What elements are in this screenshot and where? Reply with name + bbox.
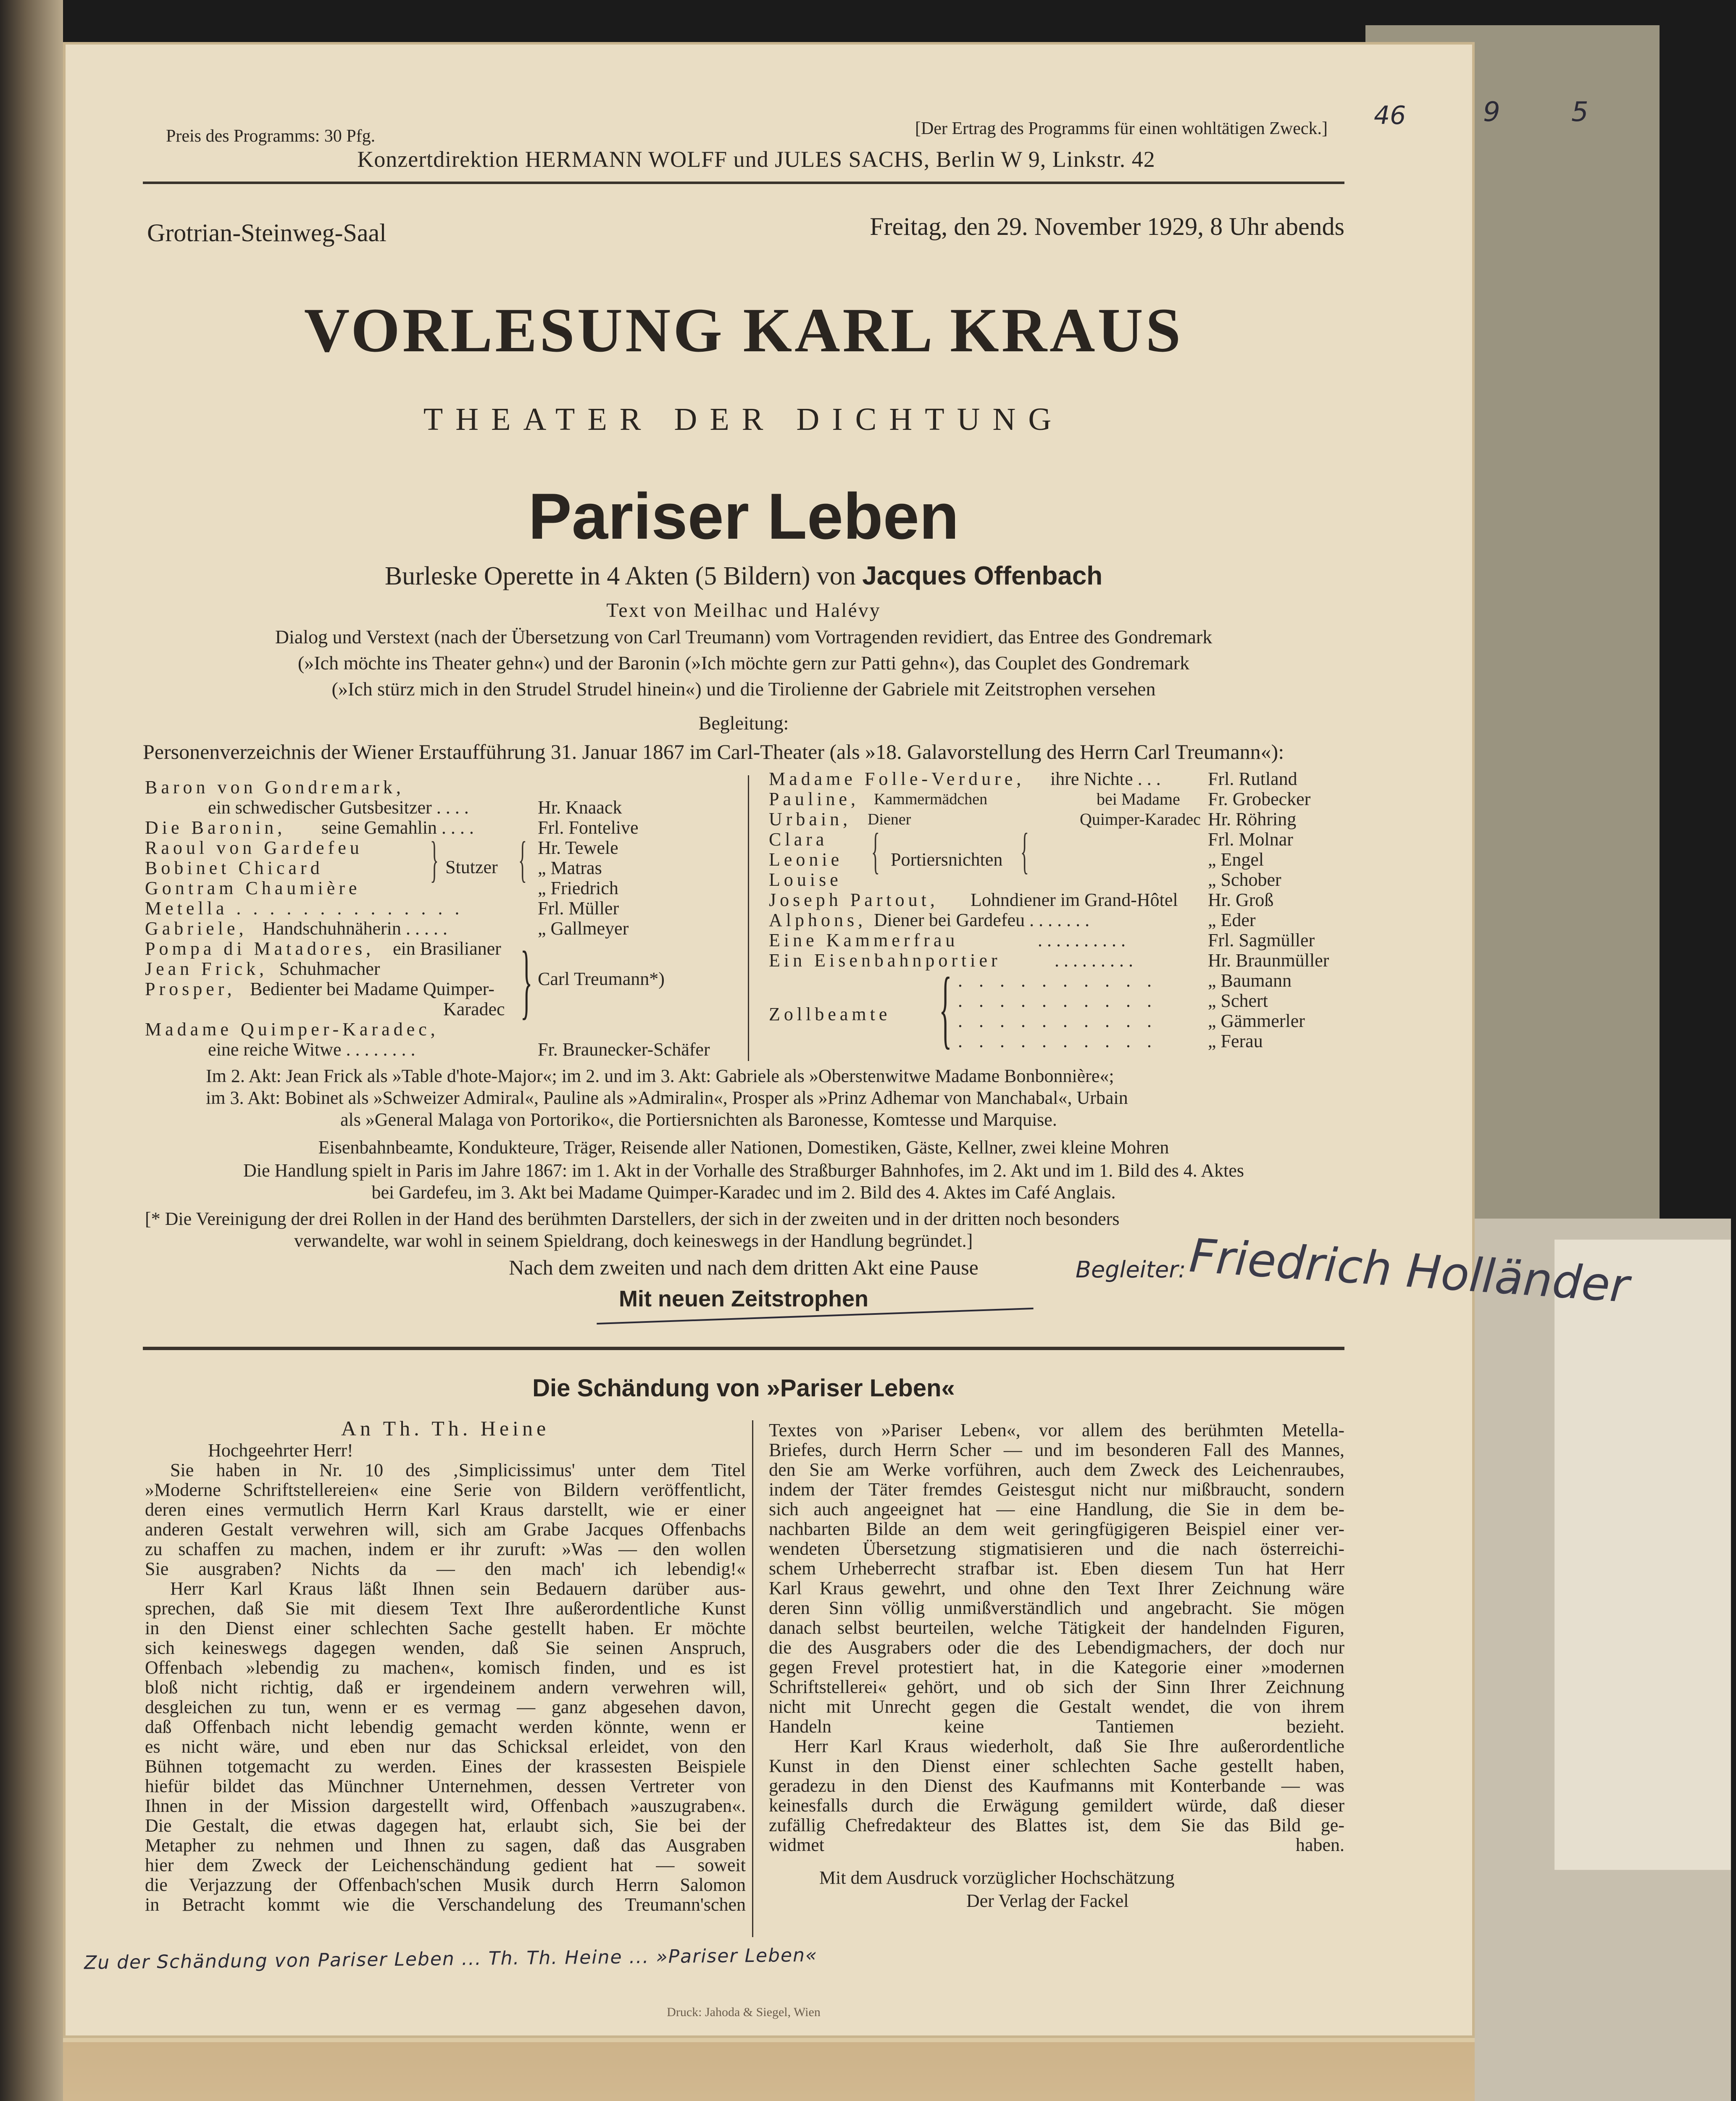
dialog-note-1: Dialog und Verstext (nach der Übersetzung von Carl Treumann) vom Vortragenden revidiert, das Entree des Gondremark bbox=[275, 626, 1213, 648]
price-note: Preis des Programms: 30 Pfg. bbox=[166, 126, 376, 146]
role-gondremark-desc: ein schwedischer Gutsbesitzer . . . . bbox=[208, 797, 469, 818]
role-quimper-desc: eine reiche Witwe . . . . . . . . bbox=[208, 1039, 416, 1060]
accompaniment-label: Begleitung: bbox=[698, 712, 789, 734]
margin-number-9: 9 bbox=[1483, 97, 1500, 128]
role-folle-verdure: Madame Folle-Verdure, bbox=[769, 769, 1025, 789]
article-line: in Betracht kommt wie die Verschandelung des Treumann'schen bbox=[145, 1894, 746, 1915]
article-line: danach selbst beurteilen, welche Tätigkeit der handelnden Figuren, bbox=[769, 1617, 1344, 1638]
role-partout: Joseph Partout, bbox=[769, 890, 939, 910]
article-addressee: An Th. Th. Heine bbox=[341, 1416, 550, 1440]
article-line: anderen Gestalt verwehren will, sich am Grabe Jacques Offenbachs bbox=[145, 1519, 746, 1540]
article-line: Bühnen totgemacht zu werden. Eines der krassesten Beispiele bbox=[145, 1756, 746, 1777]
strophes-note: Mit neuen Zeitstrophen bbox=[619, 1286, 868, 1311]
role-prosper-desc: Bedienter bei Madame Quimper- bbox=[250, 979, 494, 999]
printer-imprint: Druck: Jahoda & Siegel, Wien bbox=[667, 2005, 821, 2019]
zoll-dots: . . . . . . . . . . . . . . . . . . . . . . . . . . . . . . . . . . . . . . . . bbox=[958, 970, 1157, 1051]
role-folle-verdure-desc: ihre Nichte . . . bbox=[1050, 769, 1161, 789]
article-salutation: Hochgeehrter Herr! bbox=[208, 1440, 353, 1461]
article-line: sich keineswegs dagegen wenden, daß Sie seinen Anspruch, bbox=[145, 1638, 746, 1658]
actor-baumann: „ Baumann bbox=[1208, 970, 1292, 991]
article-line: geradezu in den Dienst des Kaufmanns mit Konterbande — was bbox=[769, 1775, 1344, 1796]
actor-schober: „ Schober bbox=[1208, 869, 1281, 890]
role-portier: Ein Eisenbahnportier bbox=[769, 950, 1001, 971]
article-line: Textes von »Pariser Leben«, vor allem des berühmten Metella- bbox=[769, 1420, 1344, 1440]
article-line: es nicht wäre, und eben nur das Schicksal erleidet, von den bbox=[145, 1736, 746, 1757]
actor-fontelive: Frl. Fontelive bbox=[538, 817, 639, 838]
setting-note-1: Die Handlung spielt in Paris im Jahre 1867: im 1. Akt in der Vorhalle des Straßburger Bahnhofes, im 2. Akt und im 1. Bild des 4. Aktes bbox=[243, 1160, 1244, 1181]
section-rule bbox=[143, 1347, 1344, 1350]
article-line: zu schaffen zu machen, indem er ihr zuruft: »Was — den wollen bbox=[145, 1539, 746, 1559]
article-line: Herr Karl Kraus läßt Ihnen sein Bedauern darüber aus- bbox=[170, 1578, 746, 1599]
handwritten-prefix: Begleiter: bbox=[1076, 1256, 1186, 1283]
libretto-credit: Text von Meilhac und Halévy bbox=[606, 599, 881, 621]
article-right-column bbox=[769, 1420, 1344, 1855]
group-zollbeamte: Zollbeamte bbox=[769, 1004, 891, 1024]
article-line: nicht mit Unrecht gegen die Gestalt wendet, die von ihrem bbox=[769, 1696, 1344, 1717]
article-line: Kunst in den Dienst einer schlechten Sache gestellt haben, bbox=[769, 1756, 1344, 1776]
brace-treumann: } bbox=[520, 935, 533, 1027]
article-line: deren eines vermutlich Herrn Karl Kraus darstellt, wie er einer bbox=[145, 1499, 746, 1520]
article-line: »Moderne Schriftstellereien« eine Serie von Bildern veröffentlicht, bbox=[145, 1480, 746, 1500]
role-prosper: Prosper, bbox=[145, 979, 236, 999]
role-kammerfrau: Eine Kammerfrau bbox=[769, 930, 959, 950]
role-frick-desc: Schuhmacher bbox=[279, 958, 380, 979]
group-bei-madame: bei Madame bbox=[1097, 790, 1180, 808]
role-pompa: Pompa di Matadores, bbox=[145, 938, 375, 959]
composer: Jacques Offenbach bbox=[862, 561, 1103, 590]
article-line: deren Sinn völlig unmißverständlich und angebracht. Sie mögen bbox=[769, 1598, 1344, 1618]
article-closing: Mit dem Ausdruck vorzüglicher Hochschätzung bbox=[819, 1867, 1175, 1888]
actor-eder: „ Eder bbox=[1208, 910, 1256, 930]
actor-roehring: Hr. Röhring bbox=[1208, 809, 1297, 829]
acts-note-3: als »General Malaga von Portoriko«, die Portiersnichten als Baronesse, Komtesse und Marquise. bbox=[340, 1109, 1057, 1130]
role-louise: Louise bbox=[769, 869, 842, 890]
column-divider bbox=[752, 1420, 753, 1937]
role-gabriele: Gabriele, bbox=[145, 918, 247, 939]
handwritten-bottom-note: Zu der Schändung von Pariser Leben ... Th. Th. Heine ... »Pariser Leben« bbox=[84, 1944, 818, 1974]
header-rule bbox=[143, 182, 1344, 184]
article-line: den Sie am Werke vorführen, auch dem Zweck des Leichenraubes, bbox=[769, 1459, 1344, 1480]
actor-ferau: „ Ferau bbox=[1208, 1031, 1263, 1051]
brace-stutzer: } bbox=[430, 831, 439, 887]
brace-stutzer-actors: { bbox=[518, 831, 527, 887]
role-alphons: Alphons, bbox=[769, 910, 867, 930]
role-urbain-desc: Diener bbox=[868, 811, 911, 828]
cast-intro: Personenverzeichnis der Wiener Erstaufführung 31. Januar 1867 im Carl-Theater (als »18. Galavorstellung des Herrn Carl Treumann«): bbox=[143, 740, 1284, 764]
cast-right bbox=[769, 769, 1365, 1055]
acts-note-2: im 3. Akt: Bobinet als »Schweizer Admiral«, Pauline als »Admiralin«, Prosper als »Prinz Adhemar von Manchabal«, Urbain bbox=[206, 1087, 1128, 1108]
group-stutzer: Stutzer bbox=[445, 857, 498, 877]
underlying-slip bbox=[1555, 1240, 1731, 1870]
role-partout-desc: Lohndiener im Grand-Hôtel bbox=[971, 890, 1178, 910]
article-line: keinesfalls durch die Erwägung gemildert würde, daß dieser bbox=[769, 1795, 1344, 1816]
role-bobinet: Bobinet Chicard bbox=[145, 858, 324, 878]
role-gardefeu: Raoul von Gardefeu bbox=[145, 837, 363, 858]
article-line: in den Dienst einer schlechten Sache gestellt haben. Er möchte bbox=[145, 1618, 746, 1638]
article-line: Metapher zu nehmen und Ihnen zu sagen, daß das Ausgraben bbox=[145, 1835, 746, 1856]
article-line: nachbarten Bilde an dem weit geringfügigeren Beispiel einer ver- bbox=[769, 1519, 1344, 1539]
role-kammerfrau-dots: . . . . . . . . . . bbox=[1038, 930, 1126, 950]
article-line: Karl Kraus gewehrt, und ohne den Text Ihrer Zeichnung wäre bbox=[769, 1578, 1344, 1598]
role-leonie: Leonie bbox=[769, 849, 843, 870]
binding-edge bbox=[0, 0, 63, 2101]
role-portier-dots: . . . . . . . . . bbox=[1055, 950, 1133, 971]
dialog-note-3: (»Ich stürz mich in den Strudel Strudel hinein«) und die Tirolienne der Gabriele mit Zeitstrophen versehen bbox=[331, 678, 1156, 700]
brace-portiers: { bbox=[871, 823, 880, 879]
role-gondremark: Baron von Gondremark, bbox=[145, 777, 405, 798]
article-line: hier dem Zweck der Leichenschändung gedient hat — soweit bbox=[145, 1855, 746, 1875]
backing-bottom-strip bbox=[63, 2042, 1475, 2101]
actor-braunmueller: Hr. Braunmüller bbox=[1208, 950, 1329, 971]
article-line: hiefür bildet das Münchner Unternehmen, dessen Vertreter von bbox=[145, 1776, 746, 1796]
setting-note-2: bei Gardefeu, im 3. Akt bei Madame Quimper-Karadec und im 2. Bild des 4. Aktes im Café Anglais. bbox=[371, 1182, 1116, 1203]
article-line: Sie haben in Nr. 10 des ‚Simplicissimus' unter dem Titel bbox=[170, 1460, 746, 1480]
genre-prefix: Burleske Operette in 4 Akten (5 Bildern) von bbox=[384, 562, 856, 590]
dialog-note-2: (»Ich möchte ins Theater gehn«) und der Baronin (»Ich möchte gern zur Patti gehn«), das Couplet des Gondremark bbox=[297, 652, 1190, 674]
actor-matras: „ Matras bbox=[538, 858, 602, 878]
article-line: Ihnen in der Mission dargestellt wird, Offenbach »auszugraben«. bbox=[145, 1796, 746, 1816]
article-line: wendeten Übersetzung stigmatisieren und die nach österreichi- bbox=[769, 1538, 1344, 1559]
article-line: gegen Frevel protestiert hat, in die Kategorie einer »modernen bbox=[769, 1657, 1344, 1677]
role-gabriele-desc: Handschuhnäherin . . . . . bbox=[263, 918, 447, 939]
role-pauline-desc: Kammermädchen bbox=[874, 790, 988, 808]
actor-braunecker: Fr. Braunecker-Schäfer bbox=[538, 1039, 710, 1060]
article-line: Handeln keine Tantiemen bezieht. bbox=[769, 1716, 1344, 1737]
role-quimper: Madame Quimper-Karadec, bbox=[145, 1019, 439, 1040]
actor-schert: „ Schert bbox=[1208, 990, 1268, 1011]
actor-gross: Hr. Groß bbox=[1208, 890, 1274, 910]
article-line: Herr Karl Kraus wiederholt, daß Sie Ihre außerordentliche bbox=[794, 1736, 1344, 1756]
handwritten-composer: Friedrich Holländer bbox=[1187, 1228, 1631, 1313]
charity-note: [Der Ertrag des Programms für einen wohltätigen Zweck.] bbox=[915, 119, 1328, 138]
actor-knaack: Hr. Knaack bbox=[538, 797, 622, 818]
article-line: die Verjazzung der Offenbach'schen Musik durch Herrn Salomon bbox=[145, 1875, 746, 1895]
article-line: Offenbach »lebendig zu machen«, komisch finden, und es ist bbox=[145, 1657, 746, 1678]
article-line: daß Offenbach nicht lebendig gemacht werden könnte, wenn er bbox=[145, 1717, 746, 1737]
article-line: Schriftstellerei« gehört, und ob sich der Sinn Ihrer Zeichnung bbox=[769, 1677, 1344, 1697]
article-line: desgleichen zu tun, wenn er es vermag — ganz abgesehen davon, bbox=[145, 1697, 746, 1717]
group-portiers: Portiersnichten bbox=[891, 849, 1003, 870]
role-baronin-desc: seine Gemahlin . . . . bbox=[321, 817, 474, 838]
actor-gallmeyer: „ Gallmeyer bbox=[538, 918, 629, 939]
actor-engel: „ Engel bbox=[1208, 849, 1264, 870]
margin-number-5: 5 bbox=[1571, 97, 1589, 128]
article-line: Sie ausgraben? Nichts da — den mach' ich lebendig!« bbox=[145, 1559, 746, 1579]
role-chaumiere: Gontram Chaumière bbox=[145, 878, 361, 898]
article-line: die des Ausgrabers oder die des Lebendigmachers, der doch nur bbox=[769, 1637, 1344, 1658]
article-line: Briefes, durch Herrn Scher — und im besonderen Fall des Mannes, bbox=[769, 1440, 1344, 1460]
article-line: bloß nicht richtig, daß er irgendeinem andern verwehren will, bbox=[145, 1677, 746, 1698]
role-alphons-desc: Diener bei Gardefeu . . . . . . . bbox=[874, 910, 1090, 930]
role-clara: Clara bbox=[769, 829, 828, 850]
article-line: schem Urheberrecht strafbar ist. Eben diesem Tun hat Herr bbox=[769, 1558, 1344, 1579]
group-treumann: Carl Treumann*) bbox=[538, 969, 665, 989]
event-date: Freitag, den 29. November 1929, 8 Uhr abends bbox=[870, 213, 1344, 240]
article-line: widmet haben. bbox=[769, 1835, 1344, 1855]
concert-agency: Konzertdirektion HERMANN WOLFF und JULES SACHS, Berlin W 9, Linkstr. 42 bbox=[357, 147, 1155, 172]
group-quimper: Quimper-Karadec bbox=[1080, 810, 1201, 829]
article-line: sprechen, daß Sie mit diesem Text Ihre außerordentliche Kunst bbox=[145, 1598, 746, 1619]
brace-portiers-actors: { bbox=[1020, 823, 1029, 879]
brace-zoll: { bbox=[939, 960, 952, 1057]
role-pompa-desc: ein Brasilianer bbox=[393, 938, 501, 959]
actor-grobecker: Fr. Grobecker bbox=[1208, 789, 1311, 809]
article-line: Die Gestalt, die etwas dagegen hat, erlaubt sich, Sie bei der bbox=[145, 1815, 746, 1836]
main-title: VORLESUNG KARL KRAUS bbox=[304, 295, 1184, 365]
article-line: indem der Täter fremdes Geistesgut nicht nur mißbraucht, sondern bbox=[769, 1479, 1344, 1500]
cast-divider bbox=[748, 775, 749, 1061]
footnote-1: [* Die Vereinigung der drei Rollen in der Hand des berühmten Darstellers, der sich in der zweiten und in der dritten noch besonders bbox=[145, 1208, 1120, 1229]
article-signature: Der Verlag der Fackel bbox=[966, 1890, 1129, 1911]
actor-mueller: Frl. Müller bbox=[538, 898, 619, 919]
actor-molnar: Frl. Molnar bbox=[1208, 829, 1293, 850]
page-number-handwritten: 46 bbox=[1374, 101, 1406, 130]
cast-left bbox=[145, 777, 742, 1060]
pause-note: Nach dem zweiten und nach dem dritten Akt eine Pause bbox=[509, 1256, 978, 1279]
article-line: zufällig Chefredakteur des Blattes ist, dem Sie das Bild ge- bbox=[769, 1815, 1344, 1835]
actor-rutland: Frl. Rutland bbox=[1208, 769, 1297, 789]
role-urbain: Urbain, bbox=[769, 809, 852, 829]
article-line: sich auch angeeignet hat — eine Handlung, die Sie in dem be- bbox=[769, 1499, 1344, 1519]
extras-note: Eisenbahnbeamte, Kondukteure, Träger, Reisende aller Nationen, Domestiken, Gäste, Kellner, zwei kleine Mohren bbox=[318, 1137, 1169, 1158]
role-metella: Metella . . . . . . . . . . . . . . bbox=[145, 898, 463, 919]
genre-line bbox=[143, 561, 1344, 591]
role-frick: Jean Frick, bbox=[145, 958, 268, 979]
actor-friedrich: „ Friedrich bbox=[538, 878, 618, 898]
subtitle: THEATER DER DICHTUNG bbox=[423, 402, 1064, 437]
role-pauline: Pauline, bbox=[769, 789, 859, 809]
role-prosper-desc-2: Karadec bbox=[443, 999, 505, 1019]
article-title: Die Schändung von »Pariser Leben« bbox=[532, 1374, 955, 1402]
role-baronin: Die Baronin, bbox=[145, 817, 286, 838]
acts-note-1: Im 2. Akt: Jean Frick als »Table d'hote-Major«; im 2. und im 3. Akt: Gabriele als »Oberstenwitwe Madame Bonbonnière«; bbox=[206, 1066, 1114, 1086]
actor-tewele: Hr. Tewele bbox=[538, 837, 618, 858]
work-title: Pariser Leben bbox=[528, 480, 959, 553]
footnote-2: verwandelte, war wohl in seinem Spieldrang, doch keineswegs in der Handlung begründet.] bbox=[294, 1230, 973, 1251]
article-left-column bbox=[145, 1460, 746, 1914]
actor-gaemmerler: „ Gämmerler bbox=[1208, 1011, 1305, 1031]
venue: Grotrian-Steinweg-Saal bbox=[147, 219, 387, 247]
actor-sagmueller: Frl. Sagmüller bbox=[1208, 930, 1315, 950]
